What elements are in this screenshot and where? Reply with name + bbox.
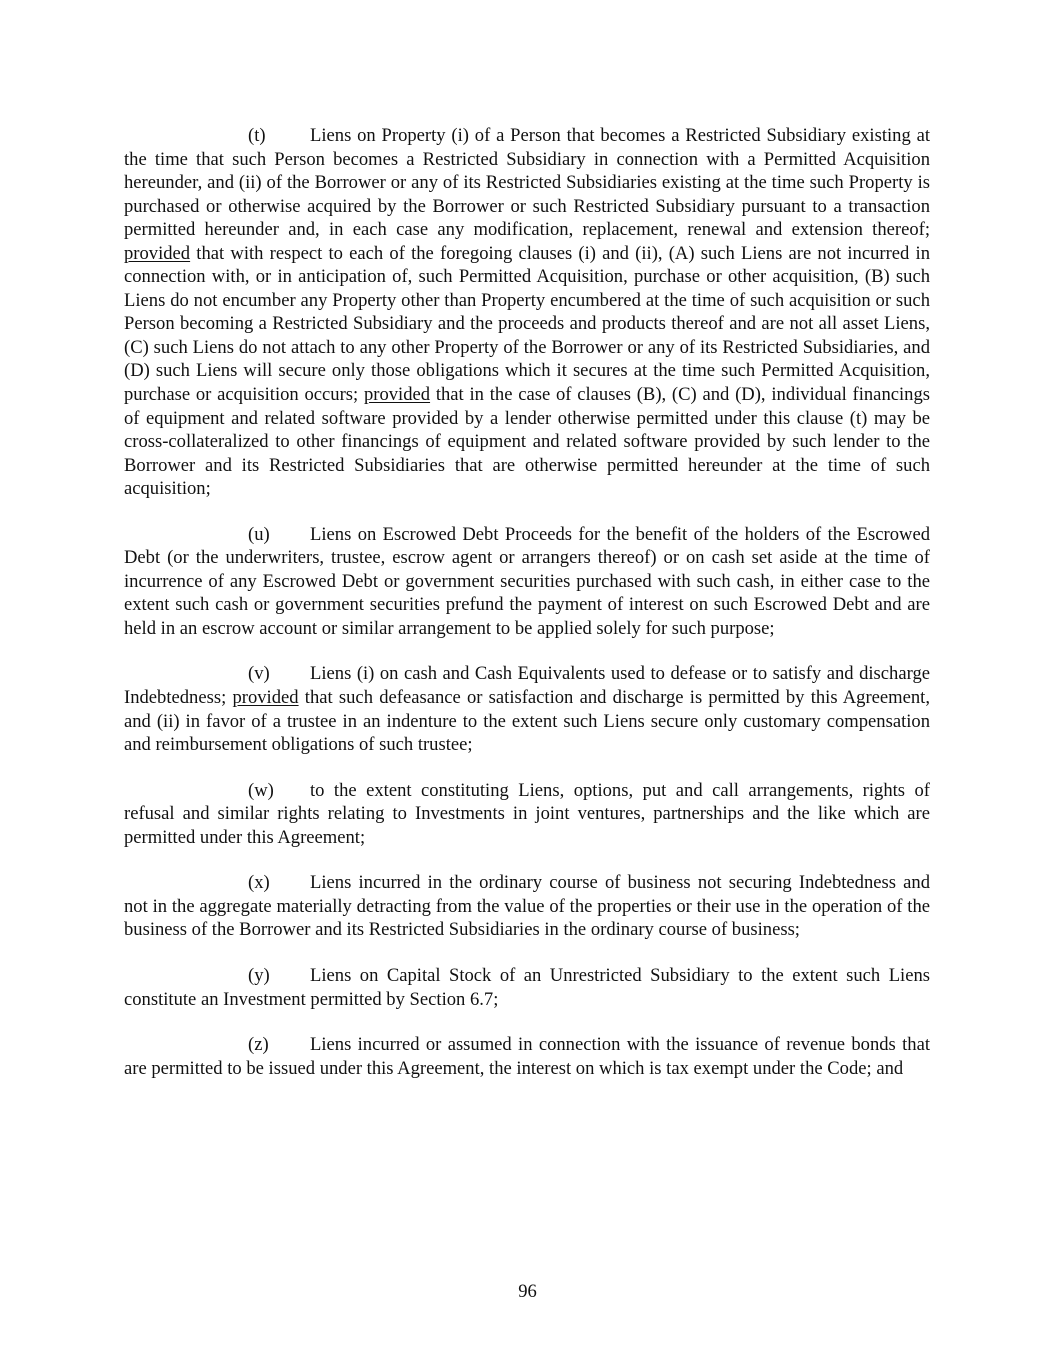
clause-u bbox=[124, 523, 930, 641]
clause-x bbox=[124, 871, 930, 942]
clause-z bbox=[124, 1033, 930, 1080]
clause-text: Liens incurred in the ordinary course of business not securing Indebtedness and not in the aggregate materially detracting from the value of the properties or their use in the operation of the business of the Borrower and its Restricted Subsidiaries in the ordinary course of business; bbox=[124, 872, 930, 941]
clause-t bbox=[124, 124, 930, 501]
clause-text: to the extent constituting Liens, options, put and call arrangements, rights of refusal and similar rights relating to Investments in joint ventures, partnerships and the like which are permitted under this Agreement; bbox=[124, 779, 930, 848]
document-body bbox=[124, 124, 930, 1102]
clause-label: (z) bbox=[248, 1034, 269, 1056]
clause-label: (y) bbox=[248, 964, 270, 986]
clause-text: that with respect to each of the foregoing clauses (i) and (ii), (A) such Liens are not incurred in connection with, or in anticipation of, such Permitted Acquisition, purchase or other acquisition, (B) such Liens do not encumber any Property other than Property encumbered at the time of such acquisition or such Person becoming a Restricted Subsidiary and the proceeds and products thereof and are not all asset Liens, (C) such Liens do not attach to any other Property of the Borrower or any of its Restricted Subsidiaries, and (D) such Liens will secure only those obligations which it secures at the time such Permitted Acquisition, purchase or acquisition occurs; bbox=[124, 242, 930, 406]
clause-label: (x) bbox=[248, 872, 270, 894]
clause-text: Liens incurred or assumed in connection with the issuance of revenue bonds that are permitted to be issued under this Agreement, the interest on which is tax exempt under the Code; and bbox=[124, 1034, 930, 1079]
clause-text: Liens on Escrowed Debt Proceeds for the benefit of the holders of the Escrowed Debt (or the underwriters, trustee, escrow agent or arrangers thereof) or on cash set aside at the time of incurrence of any Escrowed Debt or government securities purchased with such cash, in either case to the extent such cash or government securities prefund the payment of interest on such Escrowed Debt and are held in an escrow account or similar arrangement to be applied solely for such purpose; bbox=[124, 523, 930, 639]
clause-v bbox=[124, 662, 930, 756]
clause-w bbox=[124, 779, 930, 850]
clause-label: (u) bbox=[248, 523, 270, 545]
clause-text: Liens (i) on cash and Cash Equivalents used to defease or to satisfy and discharge Indebtedness; bbox=[124, 663, 930, 709]
clause-text: Liens on Property (i) of a Person that becomes a Restricted Subsidiary existing at the time that such Person becomes a Restricted Subsidiary in connection with a Permitted Acquisition hereunder, and (ii) of the Borrower or any of its Restricted Subsidiaries existing at the time such Property is purchased or otherwise acquired by the Borrower or such Restricted Subsidiary pursuant to a transaction permitted hereunder and, in each case any modification, replacement, renewal and extension thereof; bbox=[124, 125, 930, 241]
provided-term: provided bbox=[232, 687, 299, 709]
clause-label: (v) bbox=[248, 663, 270, 685]
clause-y bbox=[124, 964, 930, 1011]
clause-text: Liens on Capital Stock of an Unrestricted Subsidiary to the extent such Liens constitute an Investment permitted by Section 6.7; bbox=[124, 964, 930, 1010]
provided-term: provided bbox=[363, 384, 431, 406]
clause-text: that such defeasance or satisfaction and discharge is permitted by this Agreement, and (ii) in favor of a trustee in an indenture to the extent such Liens secure only customary compensation and reimbursement obligations of such trustee; bbox=[124, 687, 930, 756]
clause-label: (w) bbox=[248, 779, 274, 801]
page-number: 96 bbox=[518, 1281, 537, 1302]
clause-label: (t) bbox=[248, 125, 266, 146]
provided-term: provided bbox=[124, 242, 191, 264]
clause-text: that in the case of clauses (B), (C) and (D), individual financings of equipment and related software provided by a lender otherwise permitted under this clause (t) may be cross-collateralized to other financings of equipment and related software provided by such lender to the Borrower and its Restricted Subsidiaries that are otherwise permitted hereunder at the time of such acquisition; bbox=[124, 384, 930, 500]
